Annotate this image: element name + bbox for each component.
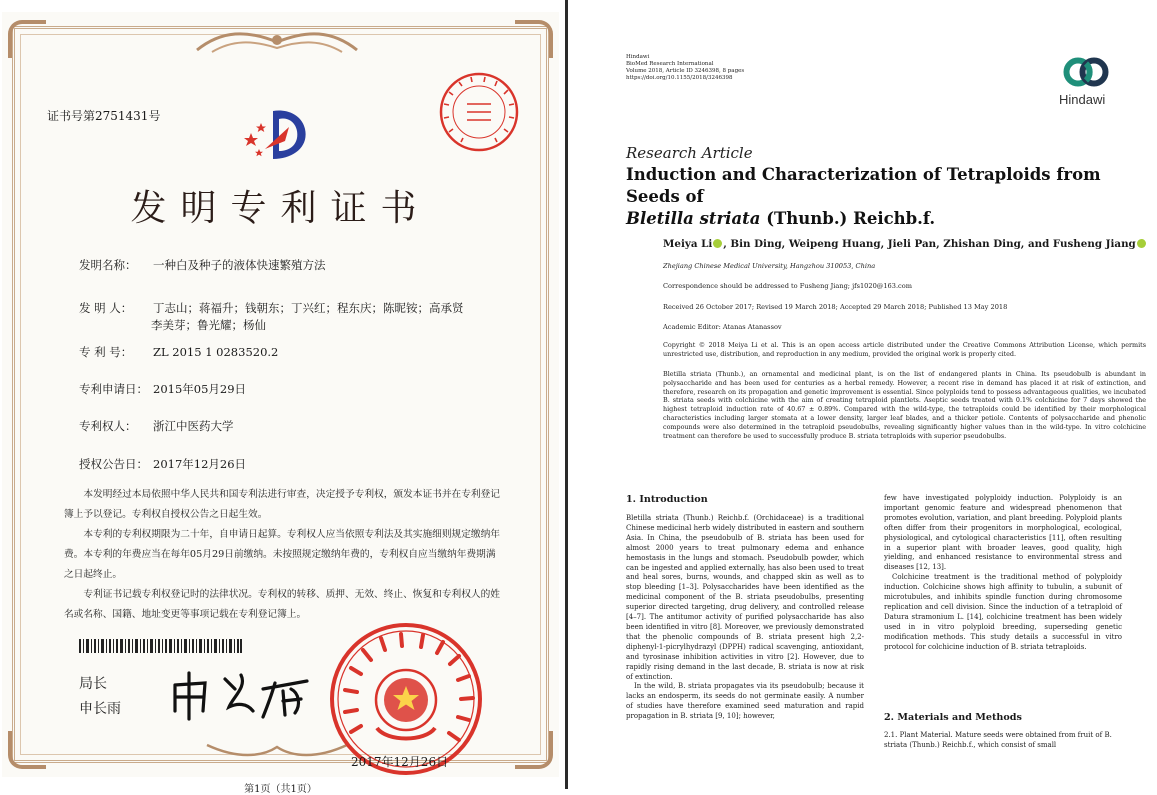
director-signature <box>167 667 317 722</box>
article-type: Research Article <box>626 144 753 162</box>
corner-red-seal <box>437 70 521 154</box>
inventors-row <box>79 300 464 316</box>
right-column <box>884 494 1122 653</box>
invention-name-label: 发明名称： <box>79 258 137 272</box>
left-column <box>626 514 864 722</box>
inventors-label: 发 明 人： <box>79 301 133 315</box>
certificate-paragraph: 本专利的专利权期限为二十年，自申请日起算。专利权人应当依照专利法及其实施细则规定缴纳年费。本专利的年费应当在每年05月29日前缴纳。未按照规定缴纳年费的，专利权自应当缴纳年费期满之日起终止。 <box>64 529 500 580</box>
top-ornament <box>192 28 362 58</box>
intro-paragraph: In the wild, B. striata propagates via its pseudobulb; because it lacks an endosperm, its seeds do not germinate easily. A number of studies have therefore examined seed maturation and rapid propagation in B. striata [9, 10]; however, <box>626 682 864 721</box>
patent-number-label: 专 利 号： <box>79 345 133 359</box>
corner-ornament <box>8 20 46 58</box>
inventors-value-continued: 李美芽；鲁光耀；杨仙 <box>151 318 266 332</box>
patentee-label: 专利权人： <box>79 419 137 433</box>
journal-publisher: Hindawi <box>626 54 650 60</box>
corner-ornament <box>8 731 46 769</box>
orcid-icon[interactable] <box>1137 239 1146 248</box>
filing-date-row <box>79 381 246 397</box>
author-list <box>663 238 1147 250</box>
subsection-plant-material: 2.1. Plant Material. Mature seeds were obtained from fruit of B. striata (Thunb.) Reichb.f., which consist of small <box>884 731 1112 749</box>
patent-number-value: ZL 2015 1 0283520.2 <box>153 345 279 359</box>
inventors-value: 丁志山；蒋福升；钱朝东；丁兴红；程东庆；陈昵铵；高承贤 <box>153 301 464 315</box>
abstract: Bletilla striata (Thunb.), an ornamental and medicinal plant, is on the list of endangered plants in China. Its pseudobulb is abundant in polysaccharide and has been used for centuries as a herbal remedy. However, a recent rise in demand has placed it at risk of extinction, and therefore, research on its propagation and genetic improvement is essential. Since polyploids tend to possess advantageous qualities, we incubated B. striata seeds with colchicine with the aim of creating tetraploid plantlets. Aseptic seeds treated with 0.1% colchicine for 7 days showed the highest tetraploid induction rate of 40.67 ± 0.89%. Compared with the wild-type, the tetraploids could be identified by their morphological characteristics including larger stomata at a lower density, larger leaf blades, and a thicker petiole. Contents of polysaccharide and phenolic compounds were also determined in the tetraploid pseudobulbs, revealing significantly higher values than in the wild-type. In vitro colchicine treatment can therefore be used to successfully produce B. striata tetraploids with superior pseudobulbs. <box>663 370 1146 440</box>
author-names[interactable]: , Bin Ding, Weipeng Huang, Jieli Pan, Zhishan Ding, and Fusheng Jiang <box>723 238 1136 250</box>
corner-ornament <box>515 731 553 769</box>
patentee-value: 浙江中医药大学 <box>153 419 234 433</box>
director-title: 局长 <box>79 676 107 692</box>
section-heading-introduction: 1. Introduction <box>626 494 708 505</box>
grant-date-label: 授权公告日： <box>79 457 148 471</box>
research-article-page <box>568 0 1157 789</box>
journal-info <box>626 54 744 82</box>
certificate-paragraph: 专利证书记载专利权登记时的法律状况。专利权的转移、质押、无效、终止、恢复和专利权人的姓名或名称、国籍、地址变更等事项记载在专利登记簿上。 <box>64 589 500 620</box>
journal-doi[interactable]: https://doi.org/10.1155/2018/3246398 <box>626 75 733 81</box>
corner-ornament <box>515 20 553 58</box>
patent-number-row <box>79 344 278 360</box>
body-paragraph: Colchicine treatment is the traditional method of polyploidy induction. Colchicine shows high affinity to tubulin, a subunit of microtubules, and inhibits spindle function during chromosome replication and cell division. Since the induction of a tetraploid of Datura stramonium L. [14], colchicine treatment has been widely used in in vitro polyploid breeding, superseding genetic modification methods. This study details a successful in vitro protocol for colchicine induction of B. striata tetraploids. <box>884 573 1122 651</box>
article-dates: Received 26 October 2017; Revised 19 March 2018; Accepted 29 March 2018; Published 13 May 2018 <box>663 303 1008 311</box>
page-footer: 第1页（共1页） <box>244 784 317 795</box>
certificate-paragraph: 本发明经过本局依照中华人民共和国专利法进行审查，决定授予专利权，颁发本证书并在专利登记簿上予以登记。专利权自授权公告之日起生效。 <box>64 489 500 520</box>
hindawi-wordmark: Hindawi <box>1059 92 1106 107</box>
certificate-number: 证书号第2751431号 <box>47 109 161 123</box>
orcid-icon[interactable] <box>713 239 722 248</box>
body-paragraph: few have investigated polyploidy induction. Polyploidy is an important genomic feature and widespread phenomenon that promotes evolution, variation, and plant breeding. Polyploid plants often differ from their progenitors in morphological, ecological, physiological, and cytological characteristics [11], often resulting in a superior plant with broader leaves, good quality, high yielding, and enhanced resistance to environmental stress and diseases [12, 13]. <box>884 494 1122 572</box>
author-name[interactable]: Meiya Li <box>663 238 713 250</box>
academic-editor: Academic Editor: Atanas Atanassov <box>663 323 782 331</box>
barcode <box>79 639 242 653</box>
certificate-title: 发明专利证书 <box>130 188 431 229</box>
title-species: Bletilla striata <box>626 209 761 228</box>
correspondence: Correspondence should be addressed to Fusheng Jiang; jfs1020@163.com <box>663 282 912 290</box>
invention-name-value: 一种白及种子的液体快速繁殖方法 <box>153 258 326 272</box>
issue-date: 2017年12月26日 <box>351 755 449 769</box>
filing-date-value: 2015年05月29日 <box>153 382 247 396</box>
section-heading-methods: 2. Materials and Methods <box>884 712 1022 723</box>
affiliation: Zhejiang Chinese Medical University, Hangzhou 310053, China <box>663 262 876 270</box>
title-line-species <box>626 208 1146 230</box>
grant-date-row <box>79 456 246 472</box>
title-line: Induction and Characterization of Tetraploids from Seeds of <box>626 165 1101 206</box>
filing-date-label: 专利申请日： <box>79 382 148 396</box>
invention-name-row <box>79 257 326 273</box>
patent-office-emblem-icon <box>239 107 319 169</box>
patent-certificate <box>2 12 559 795</box>
patentee-row <box>79 418 234 434</box>
director-name: 申长雨 <box>79 701 121 717</box>
title-suffix: (Thunb.) Reichb.f. <box>766 209 936 228</box>
hindawi-logo-icon <box>1063 55 1109 89</box>
copyright-notice: Copyright © 2018 Meiya Li et al. This is an open access article distributed under the Creative Commons Attribution License, which permits unrestricted use, distribution, and reproduction in any medium, provided the original work is properly cited. <box>663 341 1146 358</box>
article-title <box>626 164 1146 230</box>
journal-volume: Volume 2018, Article ID 3246398, 8 pages <box>626 68 745 74</box>
journal-name: BioMed Research International <box>626 61 714 67</box>
grant-date-value: 2017年12月26日 <box>153 457 247 471</box>
intro-paragraph: Bletilla striata (Thunb.) Reichb.f. (Orchidaceae) is a traditional Chinese medicinal herb widely distributed in eastern and southern Asia. In China, the pseudobulb of B. striata has been used for almost 2000 years to treat pulmonary edema and enhance hemostasis in the lungs and stomach. Pseudobulb powder, which can be ingested and applied externally, has also been used to treat and heal sores, burns, wounds, and chapped skin as well as to stop bleeding [1–3]. Polysaccharides have been identified as the medicinal component of the B. striata pseudobulbs, presenting superior directed targeting, drug delivery, and controlled release [4–7]. The antitumor activity of purified polysaccharide has also been identified in vitro [8]. Moreover, we previously demonstrated that the phenolic compounds of B. striata present high 2,2-diphenyl-1-picrylhydrazyl (DPPH) radical scavenging, antioxidant, and tyrosinase inhibition activities in vitro [2]. However, due to rapidly rising demand in the last decade, B. striata is now at risk of extinction. <box>626 514 864 681</box>
